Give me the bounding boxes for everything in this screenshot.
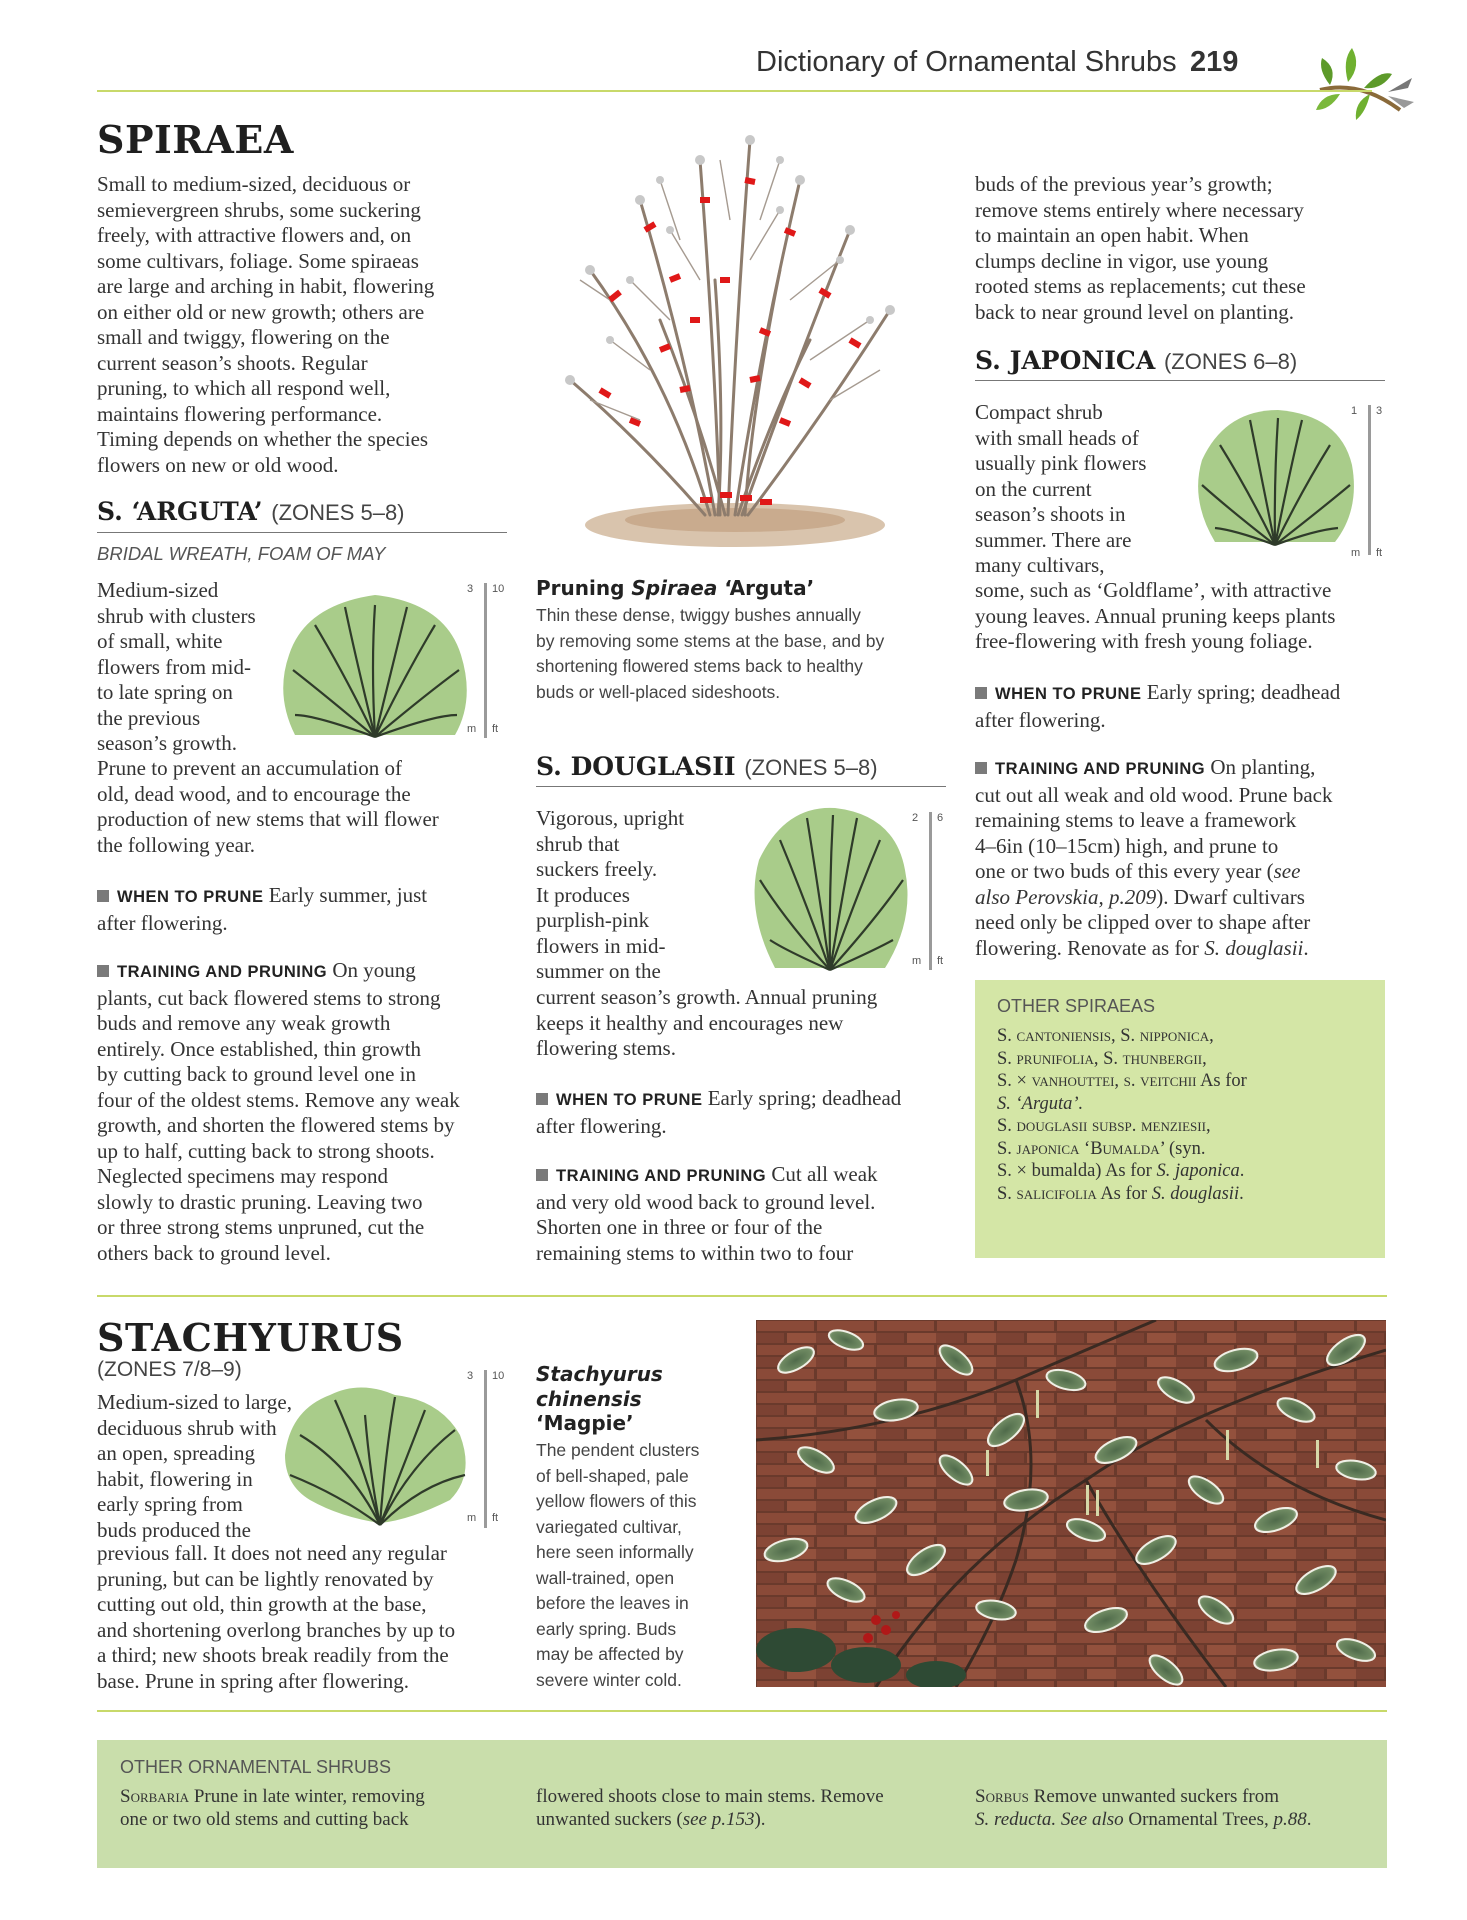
japonica-scale-m-value: 1 <box>1351 405 1358 417</box>
running-header <box>756 46 1238 79</box>
douglasii-scale-m-value: 2 <box>912 812 919 824</box>
arguta-shrub-silhouette <box>275 585 475 745</box>
stachyurus-shrub-silhouette <box>280 1375 475 1530</box>
douglasii-scale-bar <box>929 812 932 970</box>
running-title: Dictionary of Ornamental Shrubs <box>756 46 1177 78</box>
arguta-training: TRAINING AND PRUNING On young plants, cut back flowered stems to strong buds and remove any weak growth entirely. Once established, thin growth by cutting back to ground level one in four of the oldest stems. Remove any weak growth, and shorten the flowered stems by up to half, cutting back to strong shoots. Neglected specimens may respond slowly to drastic pruning. Leaving two or three strong stems unpruned, cut the others back to ground level. <box>97 958 460 1265</box>
arguta-common-name: BRIDAL WREATH, FOAM OF MAY <box>97 543 386 564</box>
spiraea-title: SPIRAEA <box>97 117 294 162</box>
stachyurus-scale-m: m <box>467 1512 477 1524</box>
footer-col-1: Sorbaria Prune in late winter, removing one or two old stems and cutting back <box>120 1786 425 1830</box>
other-spiraeas-title: OTHER SPIRAEAS <box>997 996 1156 1016</box>
douglasii-training: TRAINING AND PRUNING Cut all weak and very old wood back to ground level. Shorten one in three or four of the remaining stems to within two to four <box>536 1162 878 1265</box>
bullet-square-icon <box>975 687 987 699</box>
japonica-heading: S. JAPONICA (ZONES 6–8) <box>975 346 1298 375</box>
page-number: 219 <box>1189 46 1239 78</box>
japonica-training: TRAINING AND PRUNING On planting, cut out all weak and old wood. Prune back remaining stems to leave a framework 4–6in (10–15cm) high, and prune to one or two buds of this every year (see also Perovskia, p.209). Dwarf cultivars need only be clipped over to shape after flowering. Renovate as for S. douglasii. <box>975 755 1333 960</box>
stachyurus-photo-caption: The pendent clusters of bell-shaped, pale yellow flowers of this variegated cultivar, here seen informally wall-trained, open before the leaves in early spring. Buds may be affected by severe winter cold. <box>536 1440 700 1690</box>
douglasii-desc-long: current season’s growth. Annual pruning keeps it healthy and encourages new flowering stems. <box>536 985 878 1060</box>
douglasii-desc-short: Vigorous, upright shrub that suckers freely. It produces purplish-pink flowers in mid- summer on the <box>536 806 685 983</box>
spiraea-intro: Small to medium-sized, deciduous or semievergreen shrubs, some suckering freely, with attractive flowers and, on some cultivars, foliage. Some spiraeas are large and arching in habit, flowering on either old or new growth; others are small and twiggy, flowering on the current season’s shoots. Regular pruning, to which all respond well, maintains flowering performance. Timing depends on whether the species flowers on new or old wood. <box>97 172 435 477</box>
header-rule <box>97 90 1372 92</box>
douglasii-when-to-prune: WHEN TO PRUNE Early spring; deadhead after flowering. <box>536 1086 902 1138</box>
footer-col-2: flowered shoots close to main stems. Remove unwanted suckers (see p.153). <box>536 1786 884 1830</box>
arguta-pruning-illustration <box>550 120 910 560</box>
stachyurus-photo-title: Stachyurus chinensis ‘Magpie’ <box>536 1362 663 1435</box>
bullet-square-icon <box>97 890 109 902</box>
japonica-scale-ft: ft <box>1376 547 1383 559</box>
footer-title: OTHER ORNAMENTAL SHRUBS <box>120 1757 392 1777</box>
arguta-scale-ft-value: 10 <box>492 583 505 595</box>
arguta-scale-m-value: 3 <box>467 583 474 595</box>
arguta-desc-short: Medium-sized shrub with clusters of small, white flowers from mid- to late spring on the previous season’s growth. <box>97 578 256 755</box>
stachyurus-desc-long: previous fall. It does not need any regular pruning, but can be lightly renovated by cutting out old, thin growth at the base, and shortening overlong branches by up to a third; new shoots break readily from the base. Prune in spring after flowering. <box>97 1541 456 1693</box>
japonica-scale-m: m <box>1351 547 1361 559</box>
arguta-scale-ft: ft <box>492 723 499 735</box>
section-divider <box>97 1295 1387 1297</box>
stachyurus-scale-ft: ft <box>492 1512 499 1524</box>
japonica-shrub-silhouette <box>1190 400 1360 550</box>
other-spiraeas-list: S. cantoniensis, S. nipponica, S. prunifolia, S. thunbergii, S. × vanhouttei, s. veitchii As for S. ‘Arguta’. S. douglasii subsp. menziesii, S. japonica ‘Bumalda’ (syn. S. × bumalda) As for S. japonica. S. salicifolia As for S. douglasii. <box>997 1026 1247 1204</box>
arguta-caption-title: Pruning Spiraea ‘Arguta’ <box>536 576 815 600</box>
japonica-rule <box>975 380 1385 381</box>
stachyurus-photo <box>756 1320 1386 1687</box>
douglasii-scale-ft: ft <box>937 955 944 967</box>
japonica-desc-long: some, such as ‘Goldflame’, with attractive young leaves. Annual pruning keeps plants free-flowering with fresh young foliage. <box>975 578 1336 653</box>
footer-col-3: Sorbus Remove unwanted suckers from S. reducta. See also Ornamental Trees, p.88. <box>975 1786 1312 1830</box>
arguta-when-to-prune: WHEN TO PRUNE Early summer, just after flowering. <box>97 883 428 935</box>
col3-continuation: buds of the previous year’s growth; remove stems entirely where necessary to maintain an open habit. When clumps decline in vigor, use young rooted stems as replacements; cut these back to near ground level on planting. <box>975 172 1306 324</box>
japonica-scale-bar <box>1368 405 1371 555</box>
arguta-desc-long: Prune to prevent an accumulation of old, dead wood, and to encourage the production of new stems that will flower the following year. <box>97 756 439 857</box>
arguta-heading: S. ‘ARGUTA’ (ZONES 5–8) <box>97 497 405 526</box>
stachyurus-scale-m-value: 3 <box>467 1370 474 1382</box>
stachyurus-title: STACHYURUS <box>97 1315 404 1360</box>
bullet-square-icon <box>536 1093 548 1105</box>
arguta-scale-m: m <box>467 723 477 735</box>
japonica-scale-ft-value: 3 <box>1376 405 1383 417</box>
douglasii-scale-m: m <box>912 955 922 967</box>
douglasii-scale-ft-value: 6 <box>937 812 944 824</box>
stachyurus-desc-short: Medium-sized to large, deciduous shrub with an open, spreading habit, flowering in early spring from buds produced the <box>97 1390 292 1542</box>
bullet-square-icon <box>536 1169 548 1181</box>
japonica-when-to-prune: WHEN TO PRUNE Early spring; deadhead after flowering. <box>975 680 1341 732</box>
footer-divider <box>97 1710 1387 1712</box>
pruning-shears-leaf-icon <box>1300 30 1420 130</box>
stachyurus-scale-ft-value: 10 <box>492 1370 505 1382</box>
douglasii-heading: S. DOUGLASII (ZONES 5–8) <box>536 752 878 781</box>
stachyurus-zone: (ZONES 7/8–9) <box>97 1358 242 1381</box>
arguta-rule <box>97 532 507 533</box>
arguta-scale-bar <box>484 583 487 738</box>
bullet-square-icon <box>975 762 987 774</box>
arguta-caption-text: Thin these dense, twiggy bushes annually by removing some stems at the base, and by shortening flowered stems back to healthy buds or well-placed sideshoots. <box>536 605 885 702</box>
japonica-desc-short: Compact shrub with small heads of usually pink flowers on the current season’s shoots in summer. There are many cultivars, <box>975 400 1147 577</box>
stachyurus-scale-bar <box>484 1370 487 1528</box>
bullet-square-icon <box>97 965 109 977</box>
douglasii-shrub-silhouette <box>745 800 915 975</box>
douglasii-rule <box>536 786 946 787</box>
